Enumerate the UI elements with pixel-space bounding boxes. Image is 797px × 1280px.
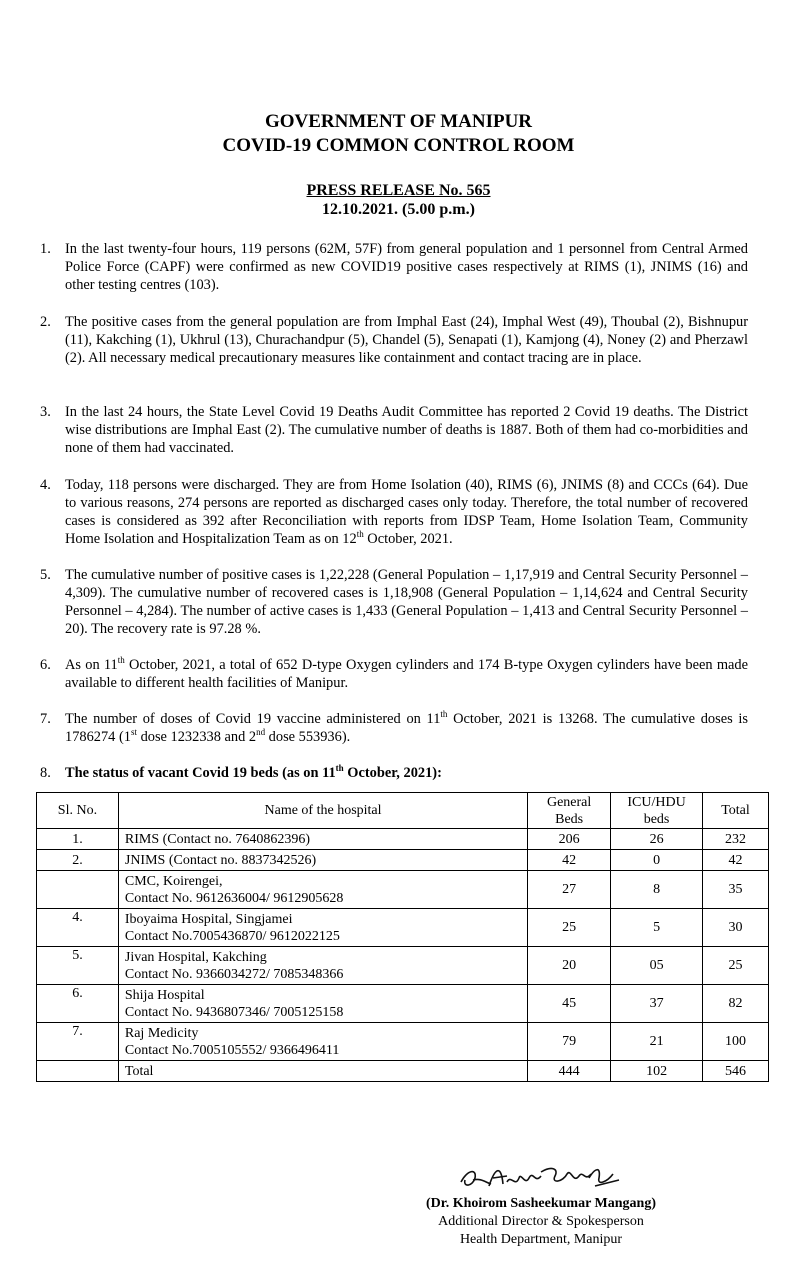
hospital-name: Shija Hospital (124, 987, 205, 1003)
item-number: 3. (40, 404, 51, 420)
cell-total: 30 (703, 909, 769, 947)
cell-slno: 2. (37, 850, 119, 871)
item-number: 1. (40, 241, 51, 257)
cell-hospital (118, 985, 527, 1023)
hospital-name: Raj Medicity (124, 1025, 199, 1041)
table-row (37, 871, 769, 909)
header-line-2: COVID-19 COMMON CONTROL ROOM (222, 135, 575, 156)
hospital-name: Jivan Hospital, Kakching (124, 949, 267, 965)
cell-general: 79 (528, 1023, 611, 1061)
cell-slno (37, 871, 119, 909)
cell-slno: 6. (37, 985, 119, 1023)
ordinal-suffix: th (335, 763, 344, 774)
col-header-icu-beds (611, 793, 703, 829)
ordinal-suffix: th (117, 655, 125, 666)
hospital-contact: Contact No.7005105552/ 9366496411 (124, 1042, 340, 1058)
table-row (37, 909, 769, 947)
cell-slno: 5. (37, 947, 119, 985)
col-header-slno: Sl. No. (37, 793, 119, 829)
item-text: The cumulative number of positive cases is 1,22,228 (General Population – 1,17,919 and Central Security Personnel – 4,309). The cumulative number of recovered cases is 1,18,908 (General Population – 1,14,624 and Central Security Personnel – 4,284). The number of active cases is 1,433 (General Population – 1,413 and Central Security Personnel – 20). The recovery rate is 97.28 %. (65, 567, 748, 637)
cell-slno: 7. (37, 1023, 119, 1061)
item-text-part: October, 2021. (363, 531, 453, 547)
ordinal-suffix: nd (256, 727, 266, 738)
item-text-part: October, 2021 is 13268. The cumulative doses is 1786274 (1 (65, 711, 748, 745)
item-number: 8. (40, 765, 51, 781)
cell-icu: 8 (611, 871, 703, 909)
table-row (37, 985, 769, 1023)
cell-total: 232 (703, 829, 769, 850)
cell-hospital (118, 947, 527, 985)
table-header-row (37, 793, 769, 829)
hospital-contact: Contact No.7005436870/ 9612022125 (124, 928, 340, 944)
item-number: 7. (40, 711, 51, 727)
col-header-hospital: Name of the hospital (118, 793, 527, 829)
cell-total: 100 (703, 1023, 769, 1061)
header-line-1: GOVERNMENT OF MANIPUR (264, 111, 533, 132)
col-header-total: Total (703, 793, 769, 829)
item-7 (40, 710, 748, 746)
cell-icu-total: 102 (611, 1061, 703, 1082)
cell-icu: 5 (611, 909, 703, 947)
cell-hospital (118, 871, 527, 909)
cell-icu: 37 (611, 985, 703, 1023)
cell-hospital: JNIMS (Contact no. 8837342526) (118, 850, 527, 871)
item-text-part: The number of doses of Covid 19 vaccine administered on 11 (65, 711, 441, 727)
item-text-part: October, 2021): (343, 765, 442, 781)
cell-icu: 26 (611, 829, 703, 850)
cell-general: 42 (528, 850, 611, 871)
signatory-name (400, 1194, 682, 1213)
table-row (37, 850, 769, 871)
signatory-designation: Additional Director & Spokesperson (438, 1214, 644, 1229)
item-text-part: dose 553936). (265, 729, 351, 745)
cell-general-total: 444 (528, 1061, 611, 1082)
hospital-name: Iboyaima Hospital, Singjamei (124, 911, 293, 927)
item-text (65, 656, 748, 692)
header-line: beds (643, 811, 670, 827)
item-text-part: dose 1232338 and 2 (136, 729, 257, 745)
item-3 (40, 403, 748, 457)
cell-general: 27 (528, 871, 611, 909)
cell-icu: 21 (611, 1023, 703, 1061)
vacant-beds-table (36, 792, 769, 1082)
handwritten-signature (455, 1160, 625, 1196)
ordinal-suffix: th (440, 709, 448, 720)
item-6 (40, 656, 748, 692)
cell-total: 42 (703, 850, 769, 871)
press-release-title (0, 181, 797, 200)
press-release-datetime: 12.10.2021. (5.00 p.m.) (322, 201, 475, 218)
hospital-contact: Contact No. 9436807346/ 7005125158 (124, 1004, 344, 1020)
item-2 (40, 313, 748, 367)
table-row (37, 829, 769, 850)
cell-hospital: RIMS (Contact no. 7640862396) (118, 829, 527, 850)
cell-total: 35 (703, 871, 769, 909)
item-text-part: October, 2021, a total of 652 D-type Oxygen cylinders and 174 B-type Oxygen cylinders have been made available to different health facilities of Manipur. (65, 657, 748, 691)
item-4 (40, 476, 748, 548)
table-total-row (37, 1061, 769, 1082)
signatory-name-text: (Dr. Khoirom Sasheekumar Mangang) (426, 1196, 656, 1211)
item-number: 4. (40, 477, 51, 493)
ordinal-suffix: st (130, 727, 137, 738)
press-release-number: PRESS RELEASE No. 565 (306, 182, 491, 199)
hospital-contact: Contact No. 9366034272/ 7085348366 (124, 966, 344, 982)
item-text-part: As on 11 (65, 657, 118, 673)
cell-icu: 0 (611, 850, 703, 871)
item-text-part: The status of vacant Covid 19 beds (as on 11 (65, 765, 336, 781)
item-number: 2. (40, 314, 51, 330)
item-text: The positive cases from the general population are from Imphal East (24), Imphal West (49), Thoubal (2), Bishnupur (11), Kakching (1), Ukhrul (13), Churachandpur (5), Chandel (5), Senapati (1), Kamjong (4), Noney (2) and Pherzawl (2). All necessary medical precautionary measures like containment and contact tracing are in place. (65, 314, 748, 366)
header-line: ICU/HDU (627, 794, 686, 810)
hospital-name: CMC, Koirengei, (124, 873, 223, 889)
cell-slno: 1. (37, 829, 119, 850)
cell-general: 20 (528, 947, 611, 985)
col-header-general-beds (528, 793, 611, 829)
cell-icu: 05 (611, 947, 703, 985)
table-row (37, 1023, 769, 1061)
item-8 (40, 764, 748, 782)
item-text (65, 764, 748, 782)
item-text (65, 710, 748, 746)
item-number: 5. (40, 567, 51, 583)
ordinal-suffix: th (356, 529, 364, 540)
cell-total: 82 (703, 985, 769, 1023)
header-line: General (546, 794, 592, 810)
cell-grand-total: 546 (703, 1061, 769, 1082)
item-text-part: Today, 118 persons were discharged. They are from Home Isolation (40), RIMS (6), JNIMS (8) and CCCs (64). Due to various reasons, 274 persons are reported as discharged cases only today. Therefore, the total number of recovered cases is considered as 392 after Reconciliation with reports from IDSP Team, Home Isolation Team, Community Home Isolation and Hospitalization Team as on 12 (65, 477, 748, 547)
cell-hospital (118, 1023, 527, 1061)
item-5 (40, 566, 748, 638)
item-1 (40, 240, 748, 294)
cell-general: 45 (528, 985, 611, 1023)
item-text: In the last 24 hours, the State Level Covid 19 Deaths Audit Committee has reported 2 Covid 19 deaths. The District wise distributions are Imphal East (2). The cumulative number of deaths is 1887. Both of them had co-morbidities and none of them had vaccinated. (65, 404, 748, 456)
item-text (65, 476, 748, 548)
cell-slno-empty (37, 1061, 119, 1082)
cell-slno: 4. (37, 909, 119, 947)
header-line: Beds (555, 811, 584, 827)
cell-hospital (118, 909, 527, 947)
hospital-contact: Contact No. 9612636004/ 9612905628 (124, 890, 344, 906)
item-number: 6. (40, 657, 51, 673)
item-text: In the last twenty-four hours, 119 persons (62M, 57F) from general population and 1 personnel from Central Armed Police Force (CAPF) were confirmed as new COVID19 positive cases respectively at RIMS (1), JNIMS (16) and other testing centres (103). (65, 241, 748, 293)
cell-total-label: Total (118, 1061, 527, 1082)
cell-total: 25 (703, 947, 769, 985)
cell-general: 25 (528, 909, 611, 947)
table-row (37, 947, 769, 985)
cell-general: 206 (528, 829, 611, 850)
signatory-department: Health Department, Manipur (459, 1232, 623, 1247)
